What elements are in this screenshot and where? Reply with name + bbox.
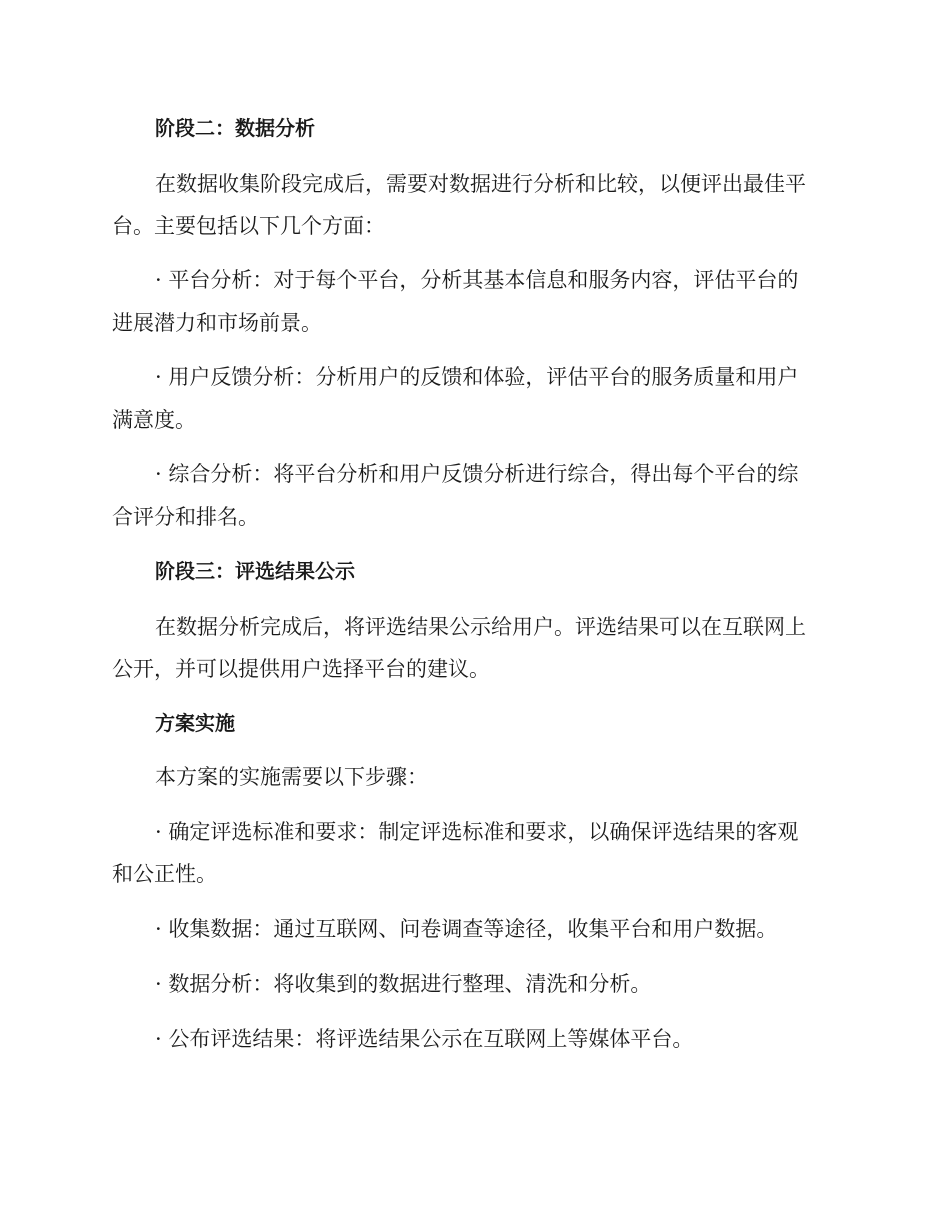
stage2-intro-line-2: 台。主要包括以下几个方面：	[112, 214, 385, 238]
implementation-heading: 方案实施	[155, 711, 235, 735]
stage2-heading: 阶段二：数据分析	[155, 116, 315, 140]
bullet-user-feedback-line-1: · 用户反馈分析：分析用户的反馈和体验，评估平台的服务质量和用户	[155, 365, 799, 389]
bullet-platform-analysis-line-1: · 平台分析：对于每个平台，分析其基本信息和服务内容，评估平台的	[155, 268, 799, 292]
bullet-publish-results: · 公布评选结果：将评选结果公示在互联网上等媒体平台。	[155, 1027, 694, 1051]
bullet-comprehensive-line-2: 合评分和排名。	[112, 505, 259, 529]
stage3-text-line-2: 公开，并可以提供用户选择平台的建议。	[112, 657, 490, 681]
bullet-data-analysis: · 数据分析：将收集到的数据进行整理、清洗和分析。	[155, 972, 652, 996]
bullet-collect-data: · 收集数据：通过互联网、问卷调查等途径，收集平台和用户数据。	[155, 917, 778, 941]
bullet-user-feedback-line-2: 满意度。	[112, 408, 196, 432]
stage2-intro-line-1: 在数据收集阶段完成后，需要对数据进行分析和比较，以便评出最佳平	[155, 172, 806, 196]
bullet-criteria-line-2: 和公正性。	[112, 862, 217, 886]
stage3-heading: 阶段三：评选结果公示	[155, 559, 355, 583]
bullet-platform-analysis-line-2: 进展潜力和市场前景。	[112, 311, 322, 335]
bullet-criteria-line-1: · 确定评选标准和要求：制定评选标准和要求，以确保评选结果的客观	[155, 820, 799, 844]
stage3-text-line-1: 在数据分析完成后，将评选结果公示给用户。评选结果可以在互联网上	[155, 615, 806, 639]
bullet-comprehensive-line-1: · 综合分析：将平台分析和用户反馈分析进行综合，得出每个平台的综	[155, 462, 799, 486]
implementation-intro: 本方案的实施需要以下步骤：	[155, 765, 428, 789]
